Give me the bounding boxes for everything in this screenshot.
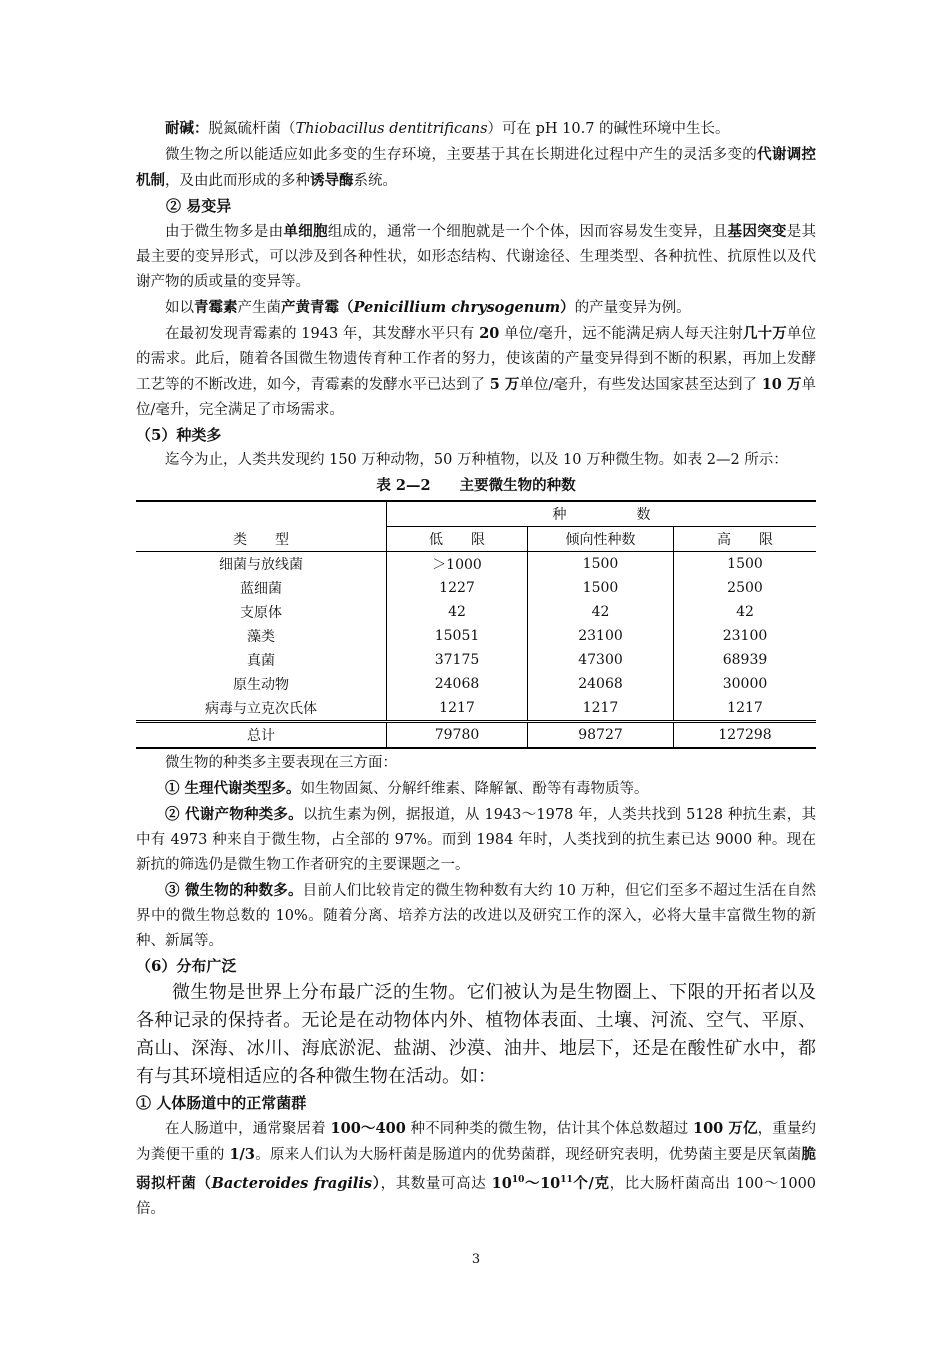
species-name: Thiobacillus dentitrificans	[295, 121, 488, 137]
cell-high: 127298	[674, 722, 817, 749]
cell-type: 蓝细菌	[240, 581, 282, 597]
cell-low: 24068	[387, 672, 528, 696]
cell-mid: 47300	[528, 648, 674, 672]
cell-mid: 1500	[528, 576, 674, 600]
paragraph-species-count: 迄今为止，人类共发现约 150 万种动物，50 万种植物，以及 10 万种微生物。如表 2—2 所示：	[165, 452, 788, 468]
cell-high: 68939	[674, 648, 817, 672]
paragraph-penicillin	[136, 295, 816, 321]
text: 如生物固氮、分解纤维素、降解氰、酚等有毒物质等。	[300, 781, 649, 797]
term: ② 代谢产物种类多。	[165, 806, 303, 823]
page-number: 3	[471, 1252, 481, 1267]
text: 由于微生物多是由	[165, 224, 284, 240]
col-high-header: 高 限	[674, 527, 817, 552]
heading-many-kinds: （5）种类多	[136, 426, 222, 444]
text: 单位的需求。此后，随着各国微生物遗传育种工作者的努力，使该菌的产量变异得到不断的积累，再加上发酵工艺等的不断改进，如今，青霉素的发酵水平已达到了	[136, 326, 817, 393]
count-range: $10^{10}\sim 10^{11}$个/克	[491, 1174, 610, 1192]
term: 脆弱拟杆菌（	[136, 1146, 817, 1192]
heading-distribution: （6）分布广泛	[136, 957, 237, 975]
cell-high: 23100	[674, 624, 817, 648]
cell-low: ＞1000	[387, 552, 528, 577]
text: 系统。	[353, 173, 397, 189]
cell-low: 37175	[387, 648, 528, 672]
cell-type: 细菌与放线菌	[219, 557, 303, 573]
cell-high: 1217	[674, 696, 817, 722]
paragraph-variation	[136, 219, 816, 295]
cell-mid: 24068	[528, 672, 674, 696]
cell-type: 总计	[136, 722, 387, 749]
cell-mid: 42	[528, 600, 674, 624]
cell-type: 真菌	[247, 653, 275, 669]
col-type-header: 类 型	[136, 527, 387, 552]
table-row	[136, 696, 816, 722]
term: 几十万	[743, 325, 787, 342]
table-caption: 表 2—2 主要微生物的种数	[376, 477, 576, 494]
term-alkali: 耐碱：	[165, 120, 209, 137]
paragraph-metabolites	[136, 802, 816, 878]
text: ，及由此而形成的多种	[165, 173, 310, 189]
cell-mid: 23100	[528, 624, 674, 648]
paragraph-metabolic-types	[136, 776, 816, 802]
term: 10 万	[761, 376, 802, 393]
paragraph-species-number	[136, 878, 816, 954]
cell-mid: 98727	[528, 722, 674, 749]
text: 是其最主要的变异形式，可以涉及到各种性状，如形态结构、代谢途径、生理类型、各种抗性、抗原性以及代谢产物的质或量的变异等。	[136, 224, 817, 290]
table-row	[136, 600, 816, 624]
text: 产生菌	[237, 300, 281, 316]
cell-type: 原生动物	[233, 677, 289, 693]
text: ，重量约为粪便干重的	[136, 1121, 817, 1163]
cell-high: 2500	[674, 576, 817, 600]
text: 单位/毫升，完全满足了市场需求。	[136, 377, 816, 418]
heading-variation: ② 易变异	[166, 197, 232, 215]
paragraph-gut-flora	[136, 1116, 816, 1222]
term: 基因突变	[727, 223, 787, 240]
text: 的产量变异为例。	[574, 300, 691, 316]
term: 产黄青霉（	[281, 299, 354, 316]
document-page	[136, 116, 816, 1222]
term: 诱导酶	[310, 172, 354, 189]
text: 在最初发现青霉素的 1943 年，其发酵水平只有	[165, 326, 480, 342]
term: 1/3	[229, 1146, 255, 1163]
paragraph-alkali	[136, 116, 816, 142]
table-row	[136, 648, 816, 672]
text: 微生物之所以能适应如此多变的生存环境，主要基于其在长期进化过程中产生的灵活多变的	[165, 147, 758, 163]
paragraph-three-aspects: 微生物的种类多主要表现在三方面：	[165, 755, 397, 771]
term: 5 万	[489, 376, 520, 393]
text: 在人肠道中，通常聚居着	[165, 1121, 331, 1137]
text: 组成的，通常一个细胞就是一个个体，因而容易发生变异，且	[327, 224, 728, 240]
term: ① 生理代谢类型多。	[165, 780, 301, 797]
text: 以抗生素为例，据报道，从 1943～1978 年，人类共找到 5128 种抗生素，其中有 4973 种来自于微生物，占全部的 97%。而到 1984 年时，人类找到的抗生素已达 9000 种。现在新抗的筛选仍是微生物工作者研究的主要课题之一。	[136, 807, 816, 873]
term: 代谢调控机制	[136, 146, 817, 189]
paragraph-fermentation	[136, 321, 816, 423]
species-name: Bacteroides fragilis	[211, 1174, 373, 1192]
paragraph-adaptation	[136, 142, 816, 194]
col-mid-header: 倾向性种数	[528, 527, 674, 552]
cell-high: 1500	[674, 552, 817, 577]
term: ③ 微生物的种数多。	[165, 882, 303, 899]
cell-mid: 1217	[528, 696, 674, 722]
heading-gut-flora: ① 人体肠道中的正常菌群	[136, 1094, 307, 1112]
table-row	[136, 552, 816, 577]
cell-low: 15051	[387, 624, 528, 648]
text: 单位/毫升，远不能满足病人每天注射	[499, 326, 744, 342]
table-subheader-row	[136, 527, 816, 552]
text: 如以	[165, 300, 194, 316]
term: ）	[372, 1174, 381, 1192]
species-table	[136, 500, 816, 749]
text: 。原来人们认为大肠杆菌是肠道内的优势菌群，现经研究表明，优势菌主要是厌氧菌	[254, 1147, 802, 1163]
text: ，其数量可高达	[380, 1175, 492, 1192]
cell-high: 42	[674, 600, 817, 624]
text: 脱氮硫杆菌（	[208, 121, 296, 137]
cell-low: 1227	[387, 576, 528, 600]
table-total-row	[136, 722, 816, 749]
term: 100～400	[330, 1120, 406, 1137]
paragraph-distribution: 微生物是世界上分布最广泛的生物。它们被认为是生物圈上、下限的开拓者以及各种记录的保持者。无论是在动物体内外、植物体表面、土壤、河流、空气、平原、高山、深海、冰川、海底淤泥、盐湖、沙漠、油井、地层下，还是在酸性矿水中，都有与其环境相适应的各种微生物在活动。如：	[136, 982, 816, 1087]
table-row	[136, 576, 816, 600]
cell-low: 42	[387, 600, 528, 624]
cell-low: 1217	[387, 696, 528, 722]
cell-type: 病毒与立克次氏体	[205, 701, 317, 717]
col-low-header: 低 限	[387, 527, 528, 552]
text: ，比大肠杆菌高出 100～1000 倍。	[136, 1175, 817, 1217]
cell-type: 藻类	[247, 629, 275, 645]
term: 100 万亿	[692, 1120, 758, 1137]
cell-mid: 1500	[528, 552, 674, 577]
table-header-row	[136, 501, 816, 527]
text: ）可在 pH 10.7 的碱性环境中生长。	[487, 121, 730, 137]
cell-type: 支原体	[240, 605, 282, 621]
term: 20	[479, 325, 500, 342]
text: 单位/毫升，有些发达国家甚至达到了	[519, 377, 762, 393]
cell-low: 79780	[387, 722, 528, 749]
table-row	[136, 672, 816, 696]
text: 目前人们比较肯定的微生物种数有大约 10 万种，但它们至多不超过生活在自然界中的微生物总数的 10%。随着分离、培养方法的改进以及研究工作的深入，必将大量丰富微生物的新种、新属等。	[136, 883, 816, 949]
term: 青霉素	[194, 299, 238, 316]
species-name: Penicillium chrysogenum	[353, 299, 561, 316]
cell-high: 30000	[674, 672, 817, 696]
col-group-header: 种 数	[387, 501, 817, 527]
text: 种不同种类的微生物，估计其个体总数超过	[405, 1121, 693, 1137]
table-row	[136, 624, 816, 648]
term: 单细胞	[283, 223, 328, 240]
term: ）	[560, 299, 575, 316]
